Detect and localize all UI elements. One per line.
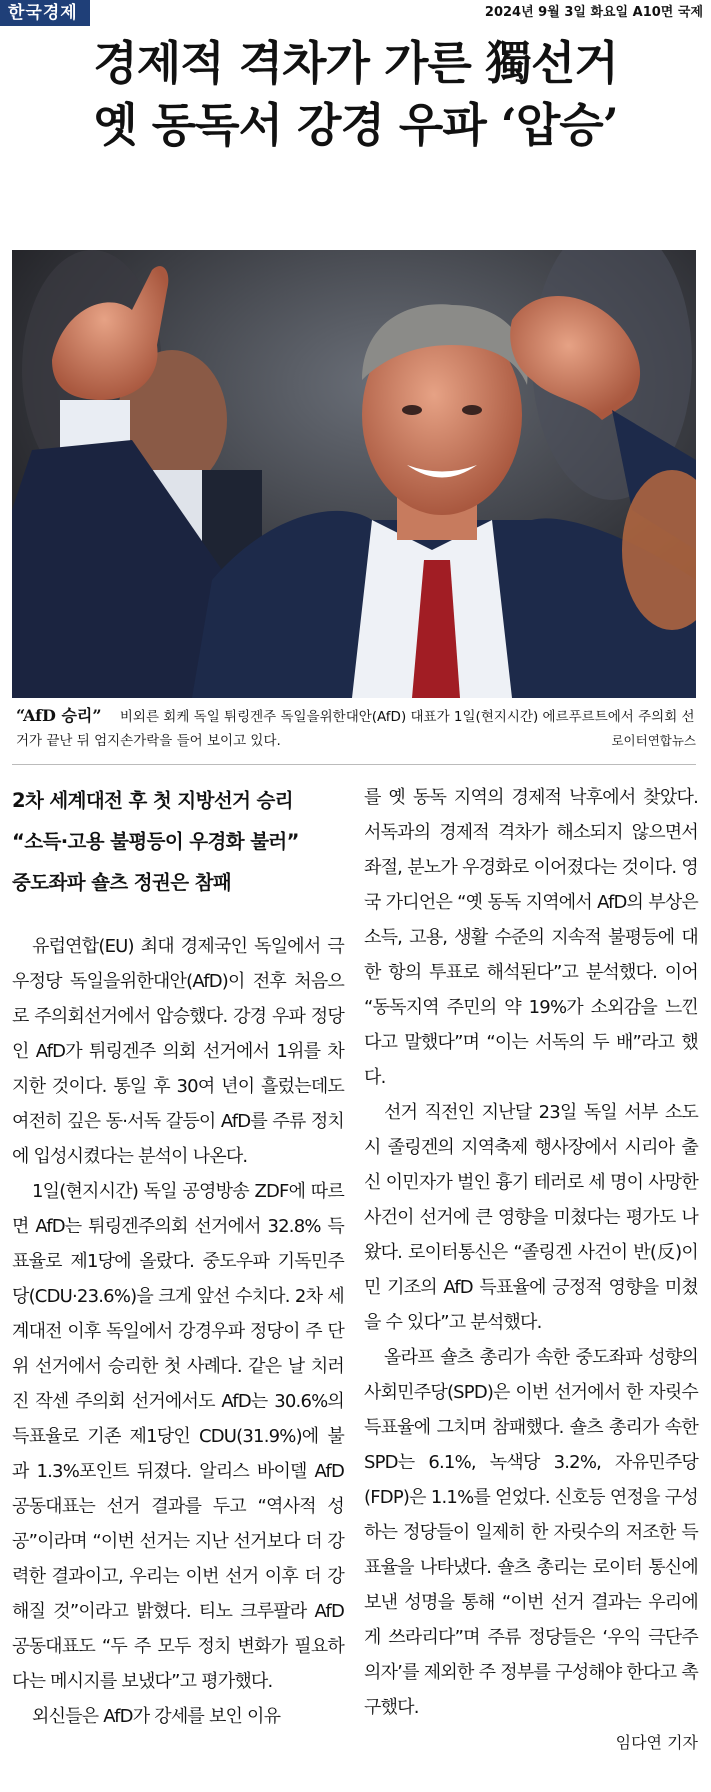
headline-line-2: 옛 동독서 강경 우파 ‘압승’ <box>93 98 618 152</box>
article-column-right <box>364 780 698 1760</box>
subheadline-line-1: 2차 세계대전 후 첫 지방선거 승리 <box>12 789 293 812</box>
subheadline-line-3: 중도좌파 숄츠 정권은 참패 <box>12 871 232 894</box>
paragraph: 유럽연합(EU) 최대 경제국인 독일에서 극우정당 독일을위한대안(AfD)이 전후 처음으로 주의회선거에서 압승했다. 강경 우파 정당인 AfD가 튀링겐주 의회 선거에서 1위를 차지한 것이다. 통일 후 30여 년이 흘렀는데도 여전히 깊은 동·서독 갈등이 AfD를 주류 정치에 입성시켰다는 분석이 나온다. <box>12 936 344 1167</box>
paragraph: 1일(현지시간) 독일 공영방송 ZDF에 따르면 AfD는 튀링겐주의회 선거에서 32.8% 득표율로 제1당에 올랐다. 중도우파 기독민주당(CDU·23.6%)을 크게 앞선 수치다. 2차 세계대전 이후 독일에서 강경우파 정당이 주 단위 선거에서 승리한 첫 사례다. 같은 날 치러진 작센 주의회 선거에서도 AfD는 30.6%의 득표율로 기존 제1당인 CDU(31.9%)에 불과 1.3%포인트 뒤졌다. 알리스 바이델 AfD 공동대표는 선거 결과를 두고 “역사적 성공”이라며 “이번 선거는 지난 선거보다 더 강력한 결과이고, 우리는 이번 선거 이후 더 강해질 것”이라고 밝혔다. 티노 크루팔라 AfD 공동대표도 “두 주 모두 정치 변화가 필요하다는 메시지를 보냈다”고 평가했다. <box>12 1181 344 1692</box>
paragraph: 선거 직전인 지난달 23일 독일 서부 소도시 졸링겐의 지역축제 행사장에서 시리아 출신 이민자가 벌인 흉기 테러로 세 명이 사망한 사건이 선거에 큰 영향을 미쳤다는 평가도 나왔다. 로이터통신은 “졸링겐 사건이 반(反)이민 기조의 AfD 득표율에 긍정적 영향을 미쳤을 수 있다”고 분석했다. <box>364 1102 698 1333</box>
paragraph: 외신들은 AfD가 강세를 보인 이유 <box>32 1706 281 1727</box>
photo-credit: 로이터연합뉴스 <box>611 733 696 748</box>
article-column-left <box>12 780 344 1734</box>
caption-title: “AfD 승리” <box>16 706 102 725</box>
paragraph: 를 옛 동독 지역의 경제적 낙후에서 찾았다. 서독과의 경제적 격차가 해소되지 않으면서 좌절, 분노가 우경화로 이어졌다는 것이다. 영국 가디언은 “옛 동독 지역에서 AfD의 부상은 소득, 고용, 생활 수준의 지속적 불평등에 대한 항의 투표로 해석된다”고 분석했다. 이어 “동독지역 주민의 약 19%가 소외감을 느낀다고 말했다”며 “이는 서독의 두 배”라고 했다. <box>364 787 698 1088</box>
byline: 임다연 기자 <box>615 1733 698 1752</box>
headline-line-1: 경제적 격차가 가른 獨선거 <box>93 36 618 90</box>
photo-caption <box>16 704 696 753</box>
paragraph: 올라프 숄츠 총리가 속한 중도좌파 성향의 사회민주당(SPD)은 이번 선거에서 한 자릿수 득표율에 그치며 참패했다. 숄츠 총리가 속한 SPD는 6.1%, 녹색당 3.2%, 자유민주당(FDP)은 1.1%를 얻었다. 신호등 연정을 구성하는 정당들이 일제히 한 자릿수의 저조한 득표율을 나타냈다. 숄츠 총리는 로이터 통신에 보낸 성명을 통해 “이번 선거 결과는 우리에게 쓰라리다”며 주류 정당들은 ‘우익 극단주의자’를 제외한 주 정부를 구성해야 한다고 촉구했다. <box>364 1347 698 1718</box>
newspaper-name: 한국경제 <box>0 0 90 26</box>
section-divider <box>12 764 696 765</box>
subheadline <box>12 780 344 903</box>
news-photo <box>12 250 696 698</box>
caption-text: 비외른 회케 독일 튀링겐주 독일을위한대안(AfD) 대표가 1일(현지시간) 에르푸르트에서 주의회 선거가 끝난 뒤 엄지손가락을 들어 보이고 있다. <box>16 709 695 749</box>
article-body-left <box>12 929 344 1734</box>
article-body-right <box>364 780 698 1725</box>
headline <box>0 32 711 156</box>
photo-afd-leader-icon <box>12 250 696 698</box>
issue-date-line: 2024년 9월 3일 화요일 A10면 국제 <box>484 5 703 20</box>
subheadline-line-2: “소득·고용 불평등이 우경화 불러” <box>12 830 299 853</box>
masthead <box>0 0 711 26</box>
